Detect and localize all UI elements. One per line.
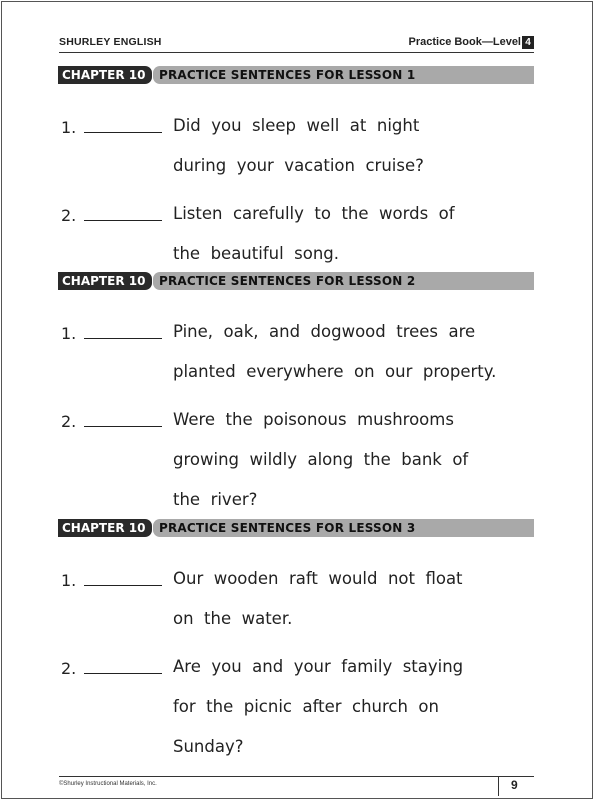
chapter-label: CHAPTER 10 (58, 519, 152, 537)
sentence-line: the river? (173, 490, 258, 509)
section-header-lesson-3 (58, 519, 534, 537)
item-number: 1. (61, 118, 77, 137)
footer-separator (498, 776, 499, 796)
sentence-line: planted everywhere on our property. (173, 362, 497, 381)
item-number: 2. (61, 412, 77, 431)
answer-blank[interactable] (84, 673, 162, 674)
answer-blank[interactable] (84, 585, 162, 586)
footer-divider (59, 776, 534, 777)
answer-blank[interactable] (84, 132, 162, 133)
sentence-line: Pine, oak, and dogwood trees are (173, 322, 476, 341)
item-number: 2. (61, 206, 77, 225)
level-badge: 4 (522, 36, 534, 49)
chapter-label: CHAPTER 10 (58, 272, 152, 290)
section-title: PRACTICE SENTENCES FOR LESSON 3 (153, 519, 534, 537)
section-header-lesson-1 (58, 66, 534, 84)
sentence-line: for the picnic after church on (173, 697, 439, 716)
sentence-line: on the water. (173, 609, 293, 628)
answer-blank[interactable] (84, 220, 162, 221)
page-header (59, 36, 534, 52)
sentence-line: Did you sleep well at night (173, 116, 420, 135)
sentence-line: growing wildly along the bank of (173, 450, 469, 469)
sentence-line: Are you and your family staying (173, 657, 464, 676)
section-title: PRACTICE SENTENCES FOR LESSON 2 (153, 272, 534, 290)
chapter-label: CHAPTER 10 (58, 66, 152, 84)
sentence-line: Were the poisonous mushrooms (173, 410, 454, 429)
answer-blank[interactable] (84, 338, 162, 339)
sentence-line: during your vacation cruise? (173, 156, 424, 175)
book-title: Practice Book—Level (408, 36, 521, 48)
sentence-line: Listen carefully to the words of (173, 204, 455, 223)
header-divider (59, 52, 534, 53)
sentence-line: Our wooden raft would not float (173, 569, 463, 588)
item-number: 1. (61, 571, 77, 590)
section-header-lesson-2 (58, 272, 534, 290)
answer-blank[interactable] (84, 426, 162, 427)
sentence-line: the beautiful song. (173, 244, 340, 263)
brand-name: SHURLEY ENGLISH (59, 36, 162, 48)
page-number: 9 (511, 778, 518, 792)
item-number: 2. (61, 659, 77, 678)
item-number: 1. (61, 324, 77, 343)
sentence-line: Sunday? (173, 737, 244, 756)
copyright-notice: ©Shurley Instructional Materials, Inc. (59, 781, 157, 787)
section-title: PRACTICE SENTENCES FOR LESSON 1 (153, 66, 534, 84)
